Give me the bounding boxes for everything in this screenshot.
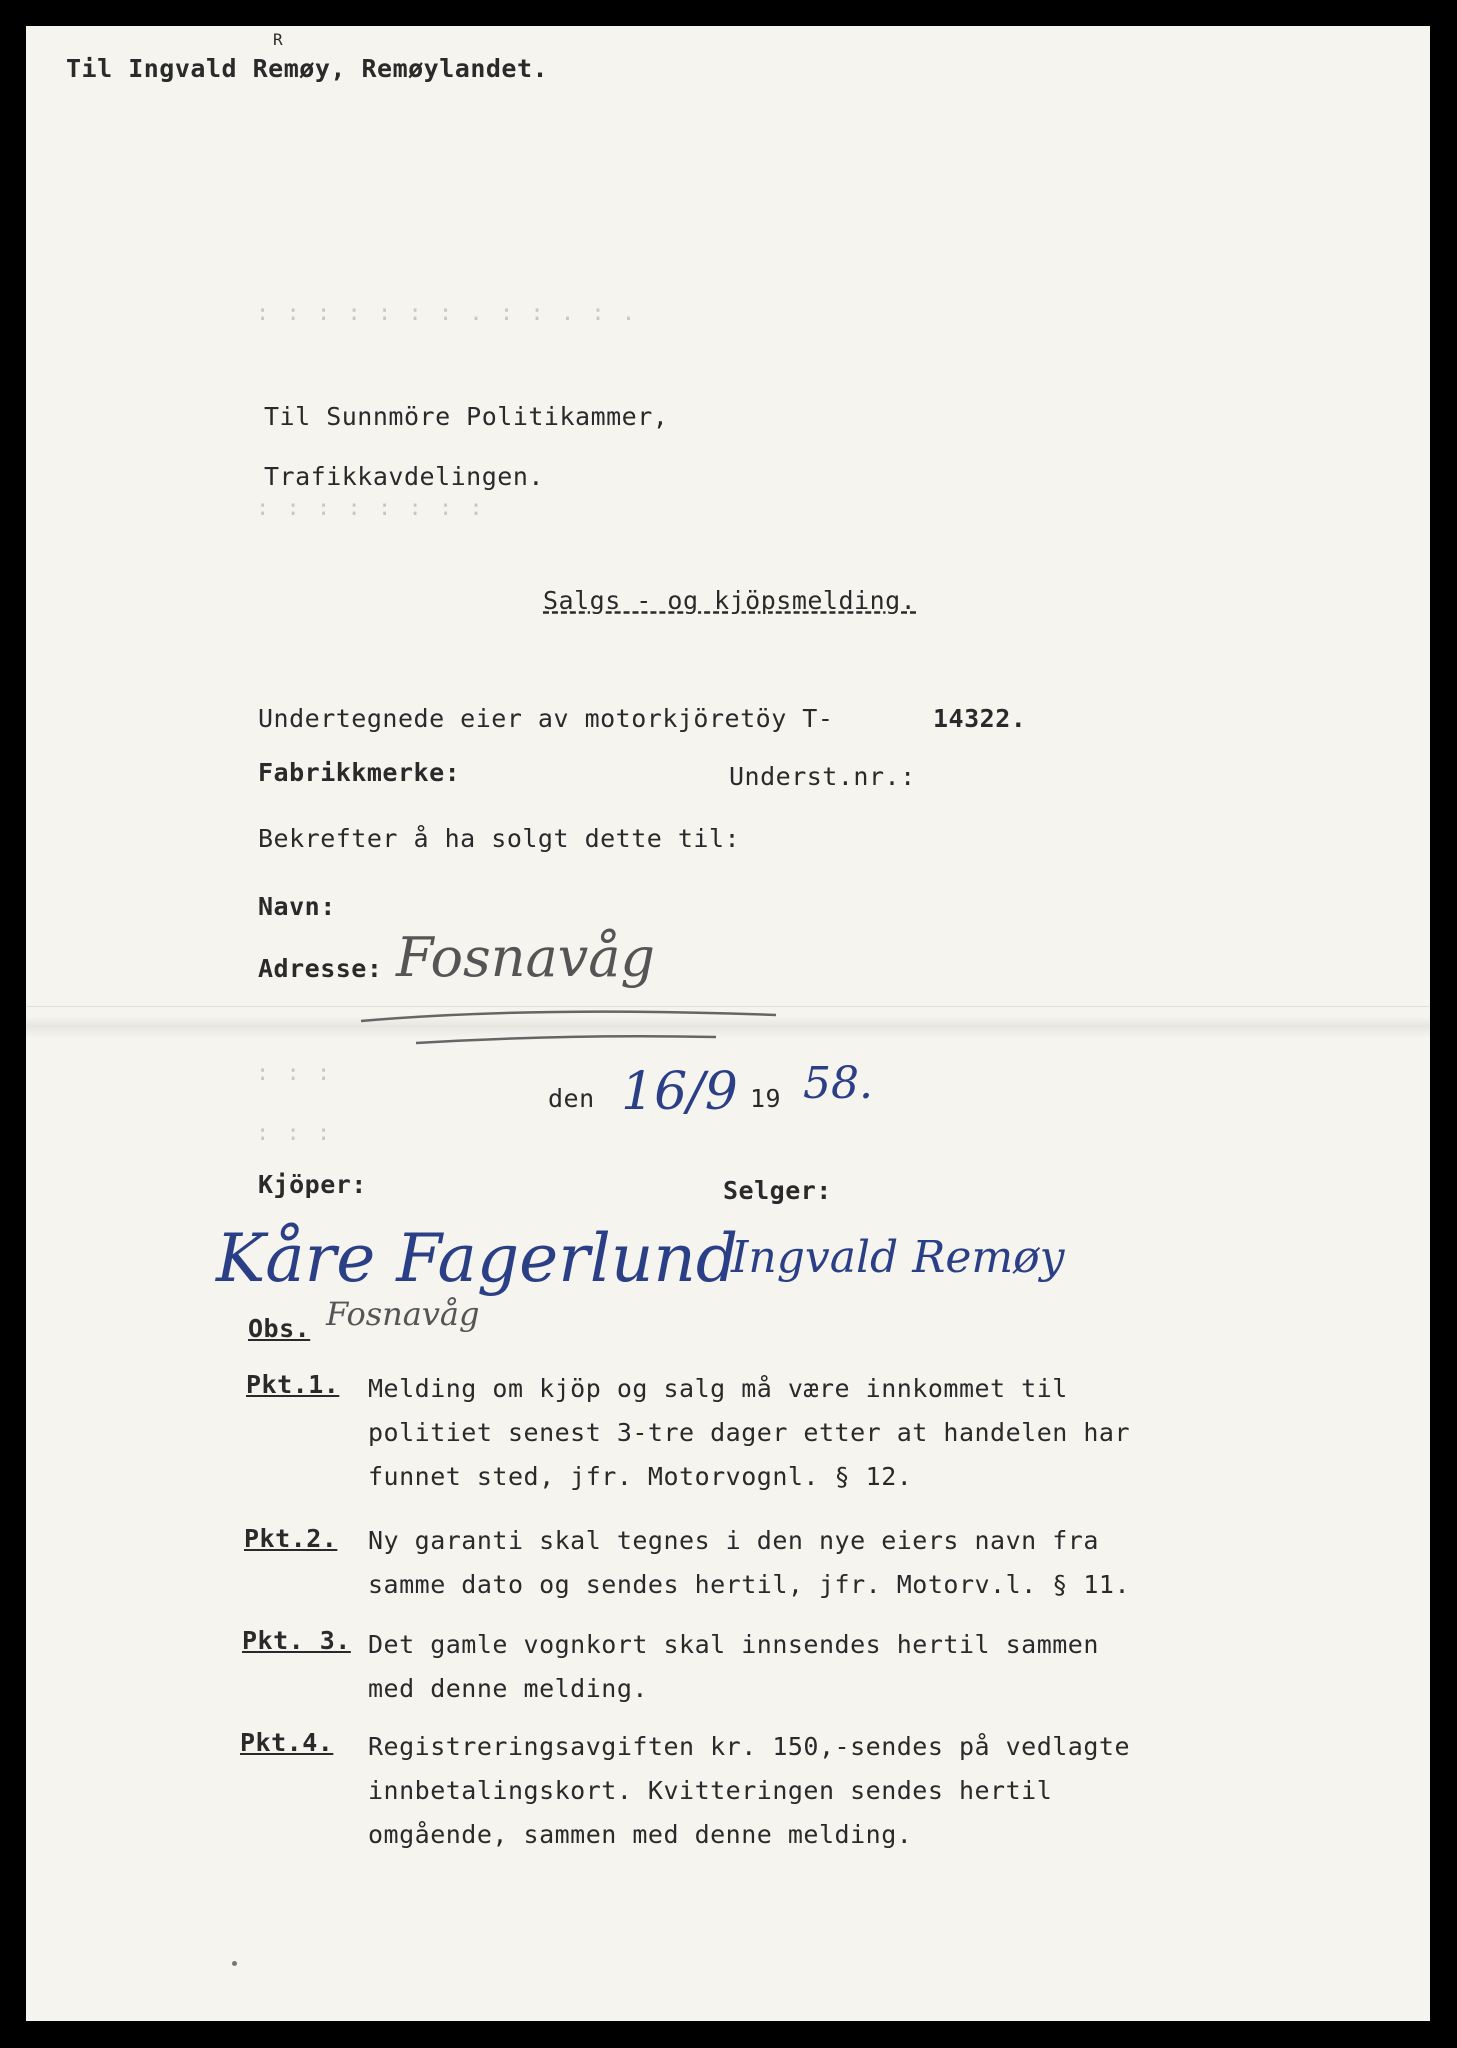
make-label: Fabrikkmerke: bbox=[258, 758, 461, 787]
buyer-label: Kjöper: bbox=[258, 1170, 367, 1199]
point-line: Melding om kjöp og salg må være innkommet til bbox=[368, 1374, 1068, 1403]
seller-signature: Ingvald Remøy bbox=[731, 1232, 1065, 1283]
registration-number: 14322. bbox=[933, 704, 1027, 733]
point-label: Pkt.2. bbox=[244, 1524, 338, 1553]
show-through-text: : : : bbox=[256, 1061, 333, 1086]
point-line: funnet sted, jfr. Motorvognl. § 12. bbox=[368, 1462, 913, 1491]
year-prefix: 19 bbox=[750, 1084, 782, 1113]
seller-label: Selger: bbox=[723, 1176, 832, 1205]
point-line: omgående, sammen med denne melding. bbox=[368, 1820, 913, 1849]
show-through-text: : : : : : : : . : : . : . bbox=[256, 301, 638, 326]
year-handwritten: 58. bbox=[803, 1058, 873, 1109]
date-handwritten: 16/9 bbox=[621, 1062, 738, 1122]
point-line: Det gamle vognkort skal innsendes hertil sammen bbox=[368, 1630, 1099, 1659]
address-underline-scribble bbox=[356, 1001, 796, 1061]
point-line: Registreringsavgiften kr. 150,-sendes på vedlagte bbox=[368, 1732, 1131, 1761]
point-line: samme dato og sendes hertil, jfr. Motorv.l. § 11. bbox=[368, 1570, 1131, 1599]
owner-label: Undertegnede eier av motorkjöretöy T- bbox=[258, 704, 834, 733]
show-through-text: : : : : : : : : bbox=[256, 496, 485, 521]
chassis-label: Underst.nr.: bbox=[729, 762, 916, 791]
point-line: politiet senest 3-tre dager etter at handelen har bbox=[368, 1418, 1131, 1447]
document-page bbox=[26, 26, 1430, 2021]
correction-mark: R bbox=[273, 30, 284, 49]
address-handwritten: Fosnavåg bbox=[396, 926, 655, 989]
buyer-signature: Kåre Fagerlund bbox=[216, 1220, 739, 1297]
point-line: med denne melding. bbox=[368, 1674, 648, 1703]
header-to-line: Til Ingvald Remøy, Remøylandet. bbox=[66, 54, 549, 83]
point-line: Ny garanti skal tegnes i den nye eiers navn fra bbox=[368, 1526, 1099, 1555]
obs-label: Obs. bbox=[248, 1314, 311, 1343]
show-through-text: : : : bbox=[256, 1121, 333, 1146]
recipient-line-2: Trafikkavdelingen. bbox=[264, 462, 544, 491]
name-label: Navn: bbox=[258, 892, 336, 921]
confirm-label: Bekrefter å ha solgt dette til: bbox=[258, 824, 741, 853]
point-label: Pkt. 3. bbox=[242, 1626, 351, 1655]
point-label: Pkt.4. bbox=[240, 1728, 334, 1757]
speck bbox=[232, 1961, 237, 1966]
address-label: Adresse: bbox=[258, 954, 383, 983]
date-prefix: den bbox=[548, 1084, 595, 1113]
point-line: innbetalingskort. Kvitteringen sendes hertil bbox=[368, 1776, 1053, 1805]
point-label: Pkt.1. bbox=[246, 1370, 340, 1399]
document-title: Salgs - og kjöpsmelding. bbox=[543, 586, 917, 615]
recipient-line-1: Til Sunnmöre Politikammer, bbox=[264, 402, 669, 431]
buyer-signature-place: Fosnavåg bbox=[326, 1295, 480, 1333]
